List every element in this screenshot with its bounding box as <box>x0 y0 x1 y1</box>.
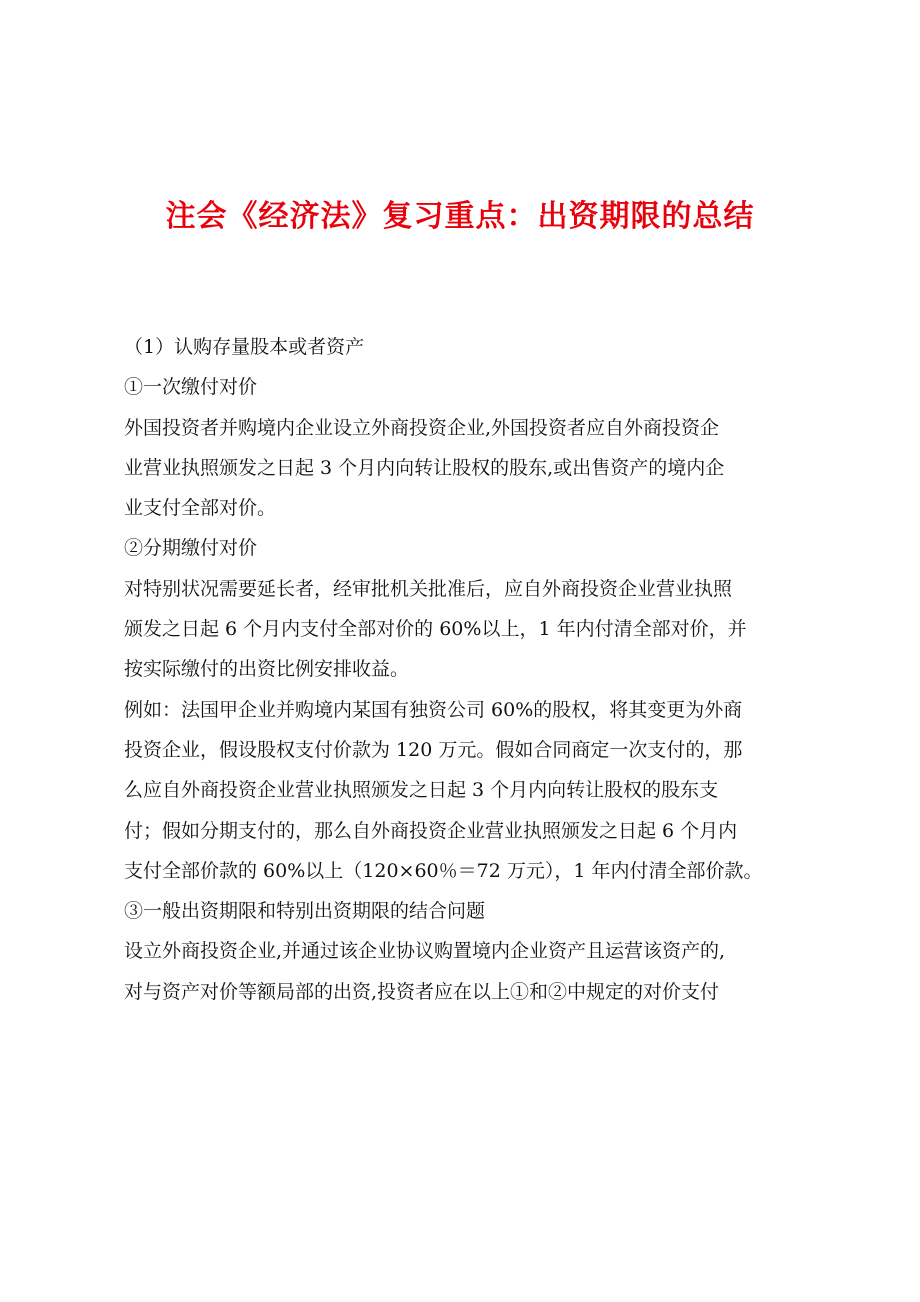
section-heading: （1）认购存量股本或者资产 <box>124 336 365 358</box>
subsection-heading: ①一次缴付对价 <box>124 376 258 399</box>
paragraph-line: 对与资产对价等额局部的出资,投资者应在以上①和②中规定的对价支付 <box>124 980 720 1003</box>
document-body <box>124 327 814 1012</box>
example-line: 例如：法国甲企业并购境内某国有独资公司 60%的股权，将其变更为外商 <box>124 698 743 721</box>
paragraph-line: 对特别状况需要延长者，经审批机关批准后，应自外商投资企业营业执照 <box>124 577 733 600</box>
example-line: 投资企业，假设股权支付价款为 120 万元。假如合同商定一次支付的，那 <box>124 738 743 761</box>
paragraph-line: 业营业执照颁发之日起 3 个月内向转让股权的股东,或出售资产的境内企 <box>124 456 725 479</box>
subsection-heading: ③一般出资期限和特别出资期限的结合问题 <box>124 900 486 923</box>
document-title: 注会《经济法》复习重点：出资期限的总结 <box>165 199 755 234</box>
example-line: 付；假如分期支付的，那么自外商投资企业营业执照颁发之日起 6 个月内 <box>124 819 738 842</box>
example-line: 支付全部价款的 60%以上（120×60％＝72 万元），1 年内付清全部价款。 <box>124 859 763 882</box>
subsection-heading: ②分期缴付对价 <box>124 537 258 560</box>
example-line: 么应自外商投资企业营业执照颁发之日起 3 个月内向转让股权的股东支 <box>124 779 719 802</box>
paragraph-line: 按实际缴付的出资比例安排收益。 <box>124 658 410 681</box>
paragraph-line: 外国投资者并购境内企业设立外商投资企业,外国投资者应自外商投资企 <box>124 416 720 439</box>
paragraph-line: 设立外商投资企业,并通过该企业协议购置境内企业资产且运营该资产的, <box>124 940 726 963</box>
paragraph-line: 颁发之日起 6 个月内支付全部对价的 60%以上，1 年内付清全部对价，并 <box>124 618 747 641</box>
paragraph-line: 业支付全部对价。 <box>124 497 277 520</box>
